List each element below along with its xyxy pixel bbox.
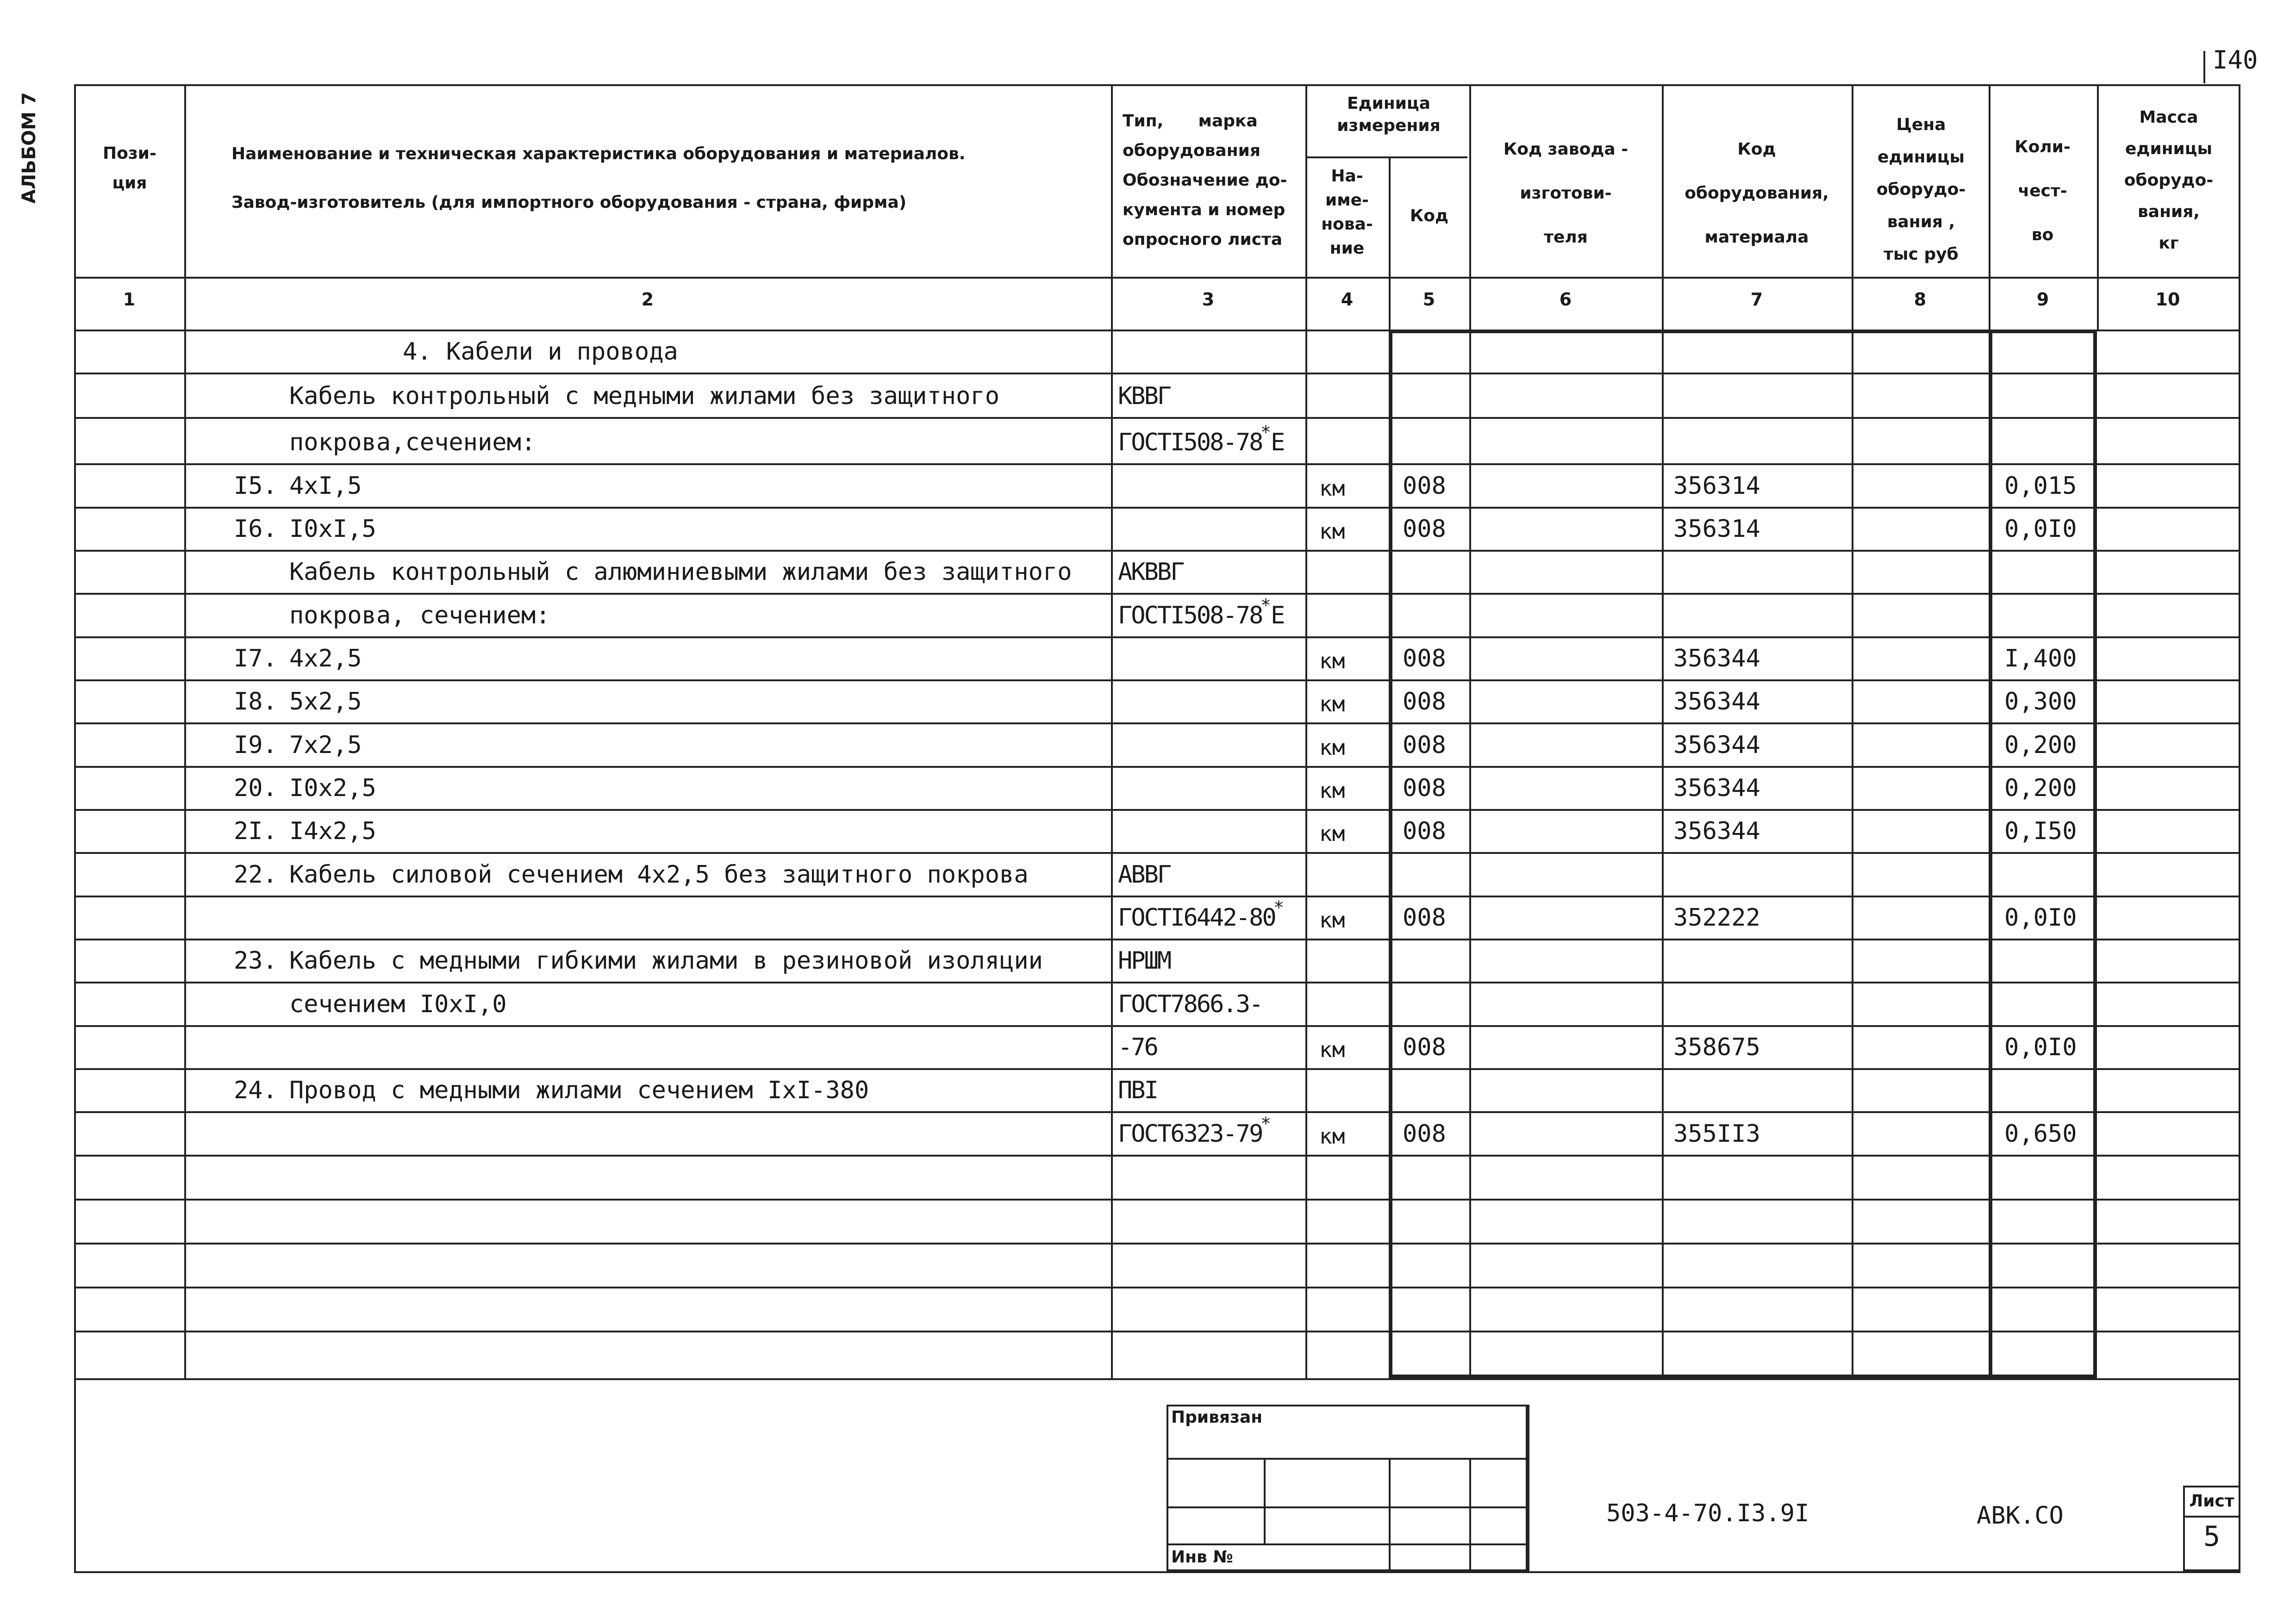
row-position: 24. [234, 1076, 277, 1104]
hdr-col7: Код оборудования, материала [1685, 140, 1829, 247]
row-divider [74, 550, 2240, 552]
row-material-code: 358675 [1673, 1033, 1760, 1061]
row-name: I0x2,5 [289, 774, 376, 802]
row-unit: км [1319, 821, 1345, 846]
row-divider [74, 417, 2240, 419]
row-position: 2I. [234, 817, 277, 845]
row-material-code: 355II3 [1673, 1120, 1760, 1148]
colnum-7: 7 [1750, 289, 1763, 310]
row-type: -76 [1118, 1033, 1157, 1061]
row-unit: км [1319, 735, 1345, 760]
row-code: 008 [1403, 688, 1446, 716]
row-quantity: 0,650 [2004, 1120, 2077, 1148]
row-divider [74, 463, 2240, 465]
row-name: покрова,сечением: [289, 429, 536, 456]
row-divider [74, 1155, 2240, 1157]
row-quantity: 0,200 [2004, 731, 2077, 759]
row-type: КВВГ [1118, 382, 1171, 410]
row-name: Кабель с медными гибкими жилами в резиновой изоляции [289, 947, 1043, 975]
colnum-4: 4 [1341, 289, 1354, 310]
row-code: 008 [1403, 645, 1446, 672]
hdr-col9: Коли- чест- во [2015, 137, 2071, 244]
row-position: I7. [234, 645, 277, 672]
row-position: I5. [234, 472, 277, 500]
row-name: Кабель силовой сечением 4x2,5 без защитного покрова [289, 861, 1029, 889]
hdr-col3: Тип, марка оборудования Обозначение до- кумента и номер опросного листа [1123, 112, 1287, 249]
row-name: 4x2,5 [289, 645, 362, 672]
row-name: Провод с медными жилами сечением IxI-380 [289, 1076, 869, 1104]
row-material-code: 356314 [1673, 515, 1760, 543]
row-divider [74, 1111, 2240, 1113]
row-position: I6. [234, 515, 277, 543]
row-name: Кабель контрольный с медными жилами без защитного [289, 382, 1000, 410]
row-material-code: 356344 [1673, 774, 1760, 802]
row-quantity: 0,015 [2004, 472, 2077, 500]
album-side-label: АЛЬБОМ 7 [19, 92, 40, 204]
row-quantity: I,400 [2004, 645, 2077, 672]
colnum-3: 3 [1202, 289, 1215, 310]
row-divider [74, 1199, 2240, 1201]
row-material-code: 356344 [1673, 688, 1760, 716]
row-quantity: 0,0I0 [2004, 1033, 2077, 1061]
row-divider [74, 1068, 2240, 1070]
row-quantity: 0,0I0 [2004, 904, 2077, 932]
row-divider [74, 939, 2240, 940]
row-unit: км [1319, 1124, 1345, 1149]
row-name: I4x2,5 [289, 817, 376, 845]
colnum-2: 2 [641, 289, 654, 310]
row-unit: км [1319, 778, 1345, 803]
row-unit: км [1319, 519, 1345, 544]
hdr-col10: Масса единицы оборудо- вания, кг [2124, 108, 2214, 253]
row-type: АВВГ [1118, 861, 1171, 889]
stamp-inv-label: Инв № [1171, 1548, 1233, 1567]
row-material-code: 356344 [1673, 817, 1760, 845]
doc-number: 503-4-70.I3.9I [1606, 1500, 1809, 1527]
row-type: ГОСТ6323-79 [1118, 1120, 1262, 1148]
row-material-code: 356344 [1673, 731, 1760, 759]
row-name: покрова, сечением: [289, 602, 550, 629]
row-divider [74, 809, 2240, 811]
row-type-sup: * [1260, 1114, 1271, 1134]
row-type-sup: * [1260, 595, 1271, 616]
row-type: ПВI [1118, 1076, 1157, 1104]
row-type-suffix: Е [1271, 602, 1285, 629]
row-unit: км [1319, 691, 1345, 716]
doc-code: АВК.СО [1977, 1502, 2064, 1530]
row-type-sup: * [1273, 897, 1284, 918]
hdr-col2: Наименование и техническая характеристика оборудования и материалов. Завод-изготовитель (для импортного оборудования - страна, фирма) [231, 144, 966, 212]
row-code: 008 [1403, 817, 1446, 845]
row-type: АКВВГ [1118, 558, 1184, 586]
hdr-col8: Цена единицы оборудо- вания , тыс руб [1876, 115, 1966, 264]
row-type: ГОСТI508-78 [1118, 429, 1262, 456]
row-type: ГОСТI6442-80 [1118, 904, 1275, 932]
row-name: I0xI,5 [289, 515, 376, 543]
row-divider [74, 636, 2240, 638]
row-code: 008 [1403, 472, 1446, 500]
row-divider [74, 1025, 2240, 1027]
colnum-8: 8 [1914, 289, 1927, 310]
row-divider [74, 679, 2240, 681]
row-type: ГОСТ7866.3- [1118, 990, 1262, 1018]
row-material-code: 356344 [1673, 645, 1760, 672]
row-code: 008 [1403, 1120, 1446, 1148]
row-position: 23. [234, 947, 277, 975]
row-quantity: 0,I50 [2004, 817, 2077, 845]
hdr-unit-group: Единица измерения [1337, 94, 1441, 135]
row-unit: км [1319, 648, 1345, 673]
row-divider [74, 896, 2240, 897]
row-name: 4. Кабели и провода [403, 338, 678, 366]
row-code: 008 [1403, 515, 1446, 543]
hdr-col1: Пози- ция [103, 144, 156, 193]
row-material-code: 352222 [1673, 904, 1760, 932]
row-name: сечением I0xI,0 [289, 990, 507, 1018]
row-code: 008 [1403, 774, 1446, 802]
row-unit: км [1319, 908, 1345, 933]
row-divider [74, 507, 2240, 509]
sheet-label: Лист [2189, 1492, 2234, 1511]
row-code: 008 [1403, 1033, 1446, 1061]
row-position: I9. [234, 731, 277, 759]
sheet-number: 5 [2203, 1520, 2221, 1553]
row-name: Кабель контрольный с алюминиевыми жилами без защитного [289, 558, 1072, 586]
row-type-suffix: Е [1271, 429, 1285, 456]
row-name: 7x2,5 [289, 731, 362, 759]
row-material-code: 356314 [1673, 472, 1760, 500]
row-position: 20. [234, 774, 277, 802]
row-quantity: 0,200 [2004, 774, 2077, 802]
stamp-linked-label: Привязан [1171, 1408, 1263, 1427]
row-quantity: 0,0I0 [2004, 515, 2077, 543]
row-divider [74, 1287, 2240, 1288]
row-name: 4xI,5 [289, 472, 362, 500]
row-quantity: 0,300 [2004, 688, 2077, 716]
row-unit: км [1319, 1037, 1345, 1062]
colnum-10: 10 [2155, 289, 2180, 310]
row-divider [74, 722, 2240, 724]
row-type: НРШМ [1118, 947, 1171, 975]
row-divider [74, 373, 2240, 374]
row-code: 008 [1403, 731, 1446, 759]
row-position: I8. [234, 688, 277, 716]
row-divider [74, 766, 2240, 768]
colnum-1: 1 [123, 289, 136, 310]
hdr-col6: Код завода - изготови- теля [1503, 140, 1628, 247]
row-divider [74, 982, 2240, 983]
hdr-col5: Код [1410, 206, 1449, 225]
row-name: 5x2,5 [289, 688, 362, 716]
row-code: 008 [1403, 904, 1446, 932]
colnum-6: 6 [1559, 289, 1572, 310]
row-position: 22. [234, 861, 277, 889]
row-divider [74, 852, 2240, 854]
row-divider [74, 1331, 2240, 1332]
page-number: I40 [2213, 45, 2258, 75]
row-type: ГОСТI508-78 [1118, 602, 1262, 629]
row-type-sup: * [1260, 422, 1271, 442]
row-divider [74, 1243, 2240, 1244]
row-divider [74, 593, 2240, 595]
hdr-col4: На- име- нова- ние [1321, 167, 1373, 258]
colnum-5: 5 [1423, 289, 1435, 310]
colnum-9: 9 [2036, 289, 2049, 310]
row-unit: км [1319, 476, 1345, 501]
